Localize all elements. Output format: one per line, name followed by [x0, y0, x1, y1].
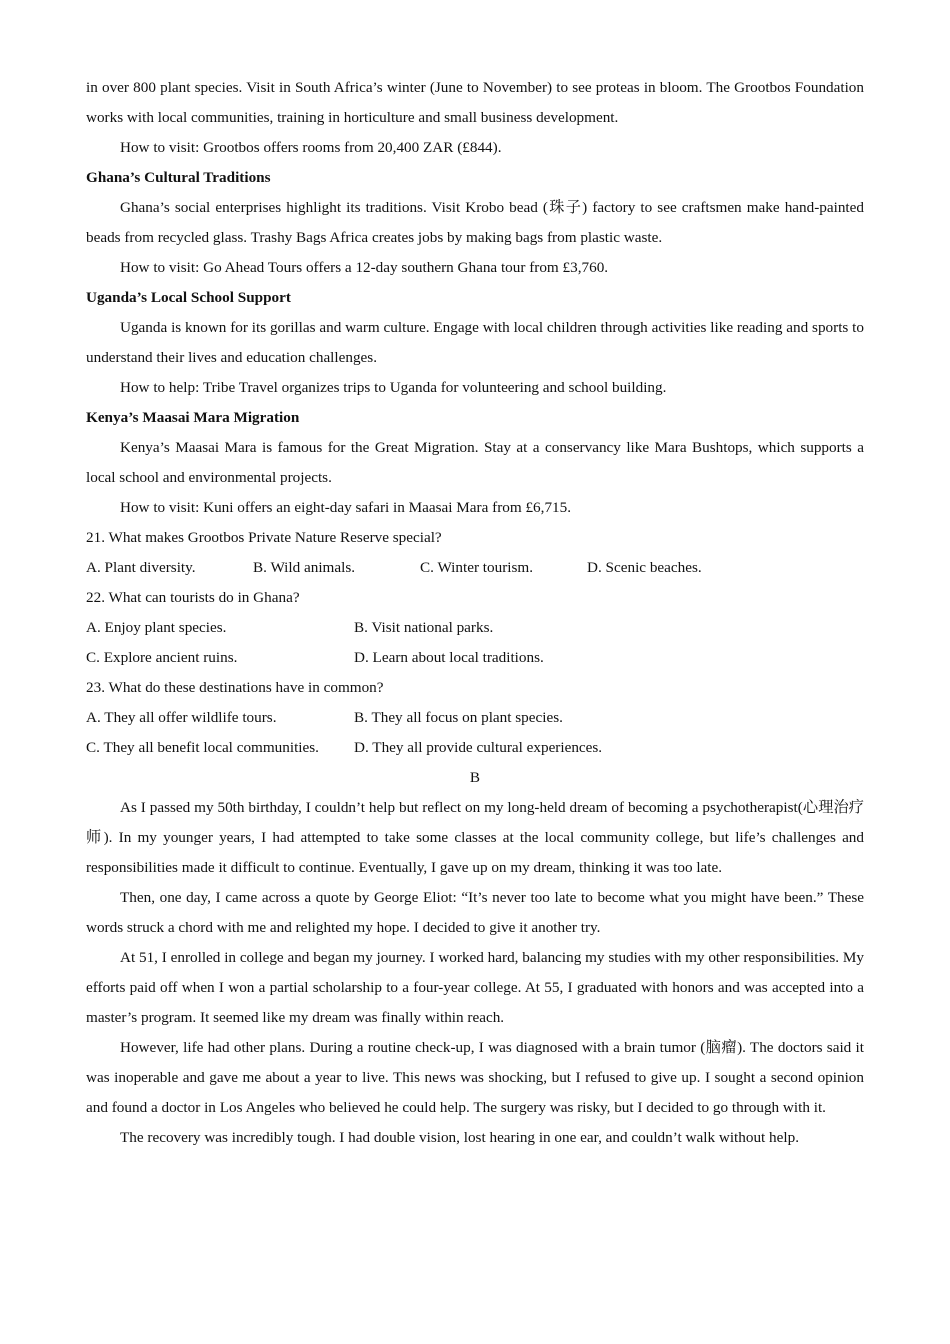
kenya-heading: Kenya’s Maasai Mara Migration — [86, 409, 300, 426]
question-21-options — [86, 553, 864, 583]
uganda-paragraph: Uganda is known for its gorillas and warm culture. Engage with local children through activities like reading and sports to understand their lives and education challenges. — [86, 319, 864, 366]
document-content — [86, 73, 864, 1153]
uganda-visit-info: How to help: Tribe Travel organizes trips to Uganda for volunteering and school building. — [120, 379, 667, 396]
grootbos-visit-info: How to visit: Grootbos offers rooms from 20,400 ZAR (£844). — [120, 139, 502, 156]
question-23-option-a[interactable]: A. They all offer wildlife tours. — [86, 709, 277, 726]
question-22-options — [86, 613, 864, 673]
question-21-stem: 21. What makes Grootbos Private Nature Reserve special? — [86, 529, 442, 546]
ghana-visit-info: How to visit: Go Ahead Tours offers a 12-day southern Ghana tour from £3,760. — [120, 259, 609, 276]
question-21-option-c[interactable]: C. Winter tourism. — [420, 559, 534, 576]
question-22-stem: 22. What can tourists do in Ghana? — [86, 589, 300, 606]
question-22-option-a[interactable]: A. Enjoy plant species. — [86, 619, 227, 636]
passage-b-label: B — [469, 769, 481, 786]
question-23-stem: 23. What do these destinations have in common? — [86, 679, 384, 696]
question-21-option-d[interactable]: D. Scenic beaches. — [587, 559, 702, 576]
question-22-option-b[interactable]: B. Visit national parks. — [354, 619, 494, 636]
passage-b-paragraph-2: Then, one day, I came across a quote by George Eliot: “It’s never too late to become what you might have been.” These words struck a chord with me and relighted my hope. I decided to give it another try. — [86, 889, 864, 936]
question-23-option-c[interactable]: C. They all benefit local communities. — [86, 739, 319, 756]
question-23-option-d[interactable]: D. They all provide cultural experiences. — [354, 739, 603, 756]
question-23-options — [86, 703, 864, 763]
question-22-option-d[interactable]: D. Learn about local traditions. — [354, 649, 544, 666]
passage-b-paragraph-5: The recovery was incredibly tough. I had double vision, lost hearing in one ear, and couldn’t walk without help. — [120, 1129, 800, 1146]
passage-b-paragraph-4: However, life had other plans. During a routine check-up, I was diagnosed with a brain tumor (脑瘤). The doctors said it was inoperable and gave me about a year to live. This news was shocking, but I refused to give up. I sought a second opinion and found a doctor in Los Angeles who believed he could help. The surgery was risky, but I decided to go through with it. — [86, 1039, 864, 1116]
question-21-option-b[interactable]: B. Wild animals. — [253, 559, 356, 576]
question-23-option-b[interactable]: B. They all focus on plant species. — [354, 709, 563, 726]
passage-b-paragraph-1: As I passed my 50th birthday, I couldn’t help but reflect on my long-held dream of becoming a psychotherapist(心理治疗师). In my younger years, I had attempted to take some classes at the local community college, but life’s challenges and responsibilities made it difficult to continue. Eventually, I gave up on my dream, thinking it was too late. — [86, 799, 864, 876]
uganda-heading: Uganda’s Local School Support — [86, 289, 291, 306]
passage-b-paragraph-3: At 51, I enrolled in college and began my journey. I worked hard, balancing my studies with my other responsibilities. My efforts paid off when I won a partial scholarship to a four-year college. At 55, I graduated with honors and was accepted into a master’s program. It seemed like my dream was finally within reach. — [86, 949, 864, 1026]
question-22-option-c[interactable]: C. Explore ancient ruins. — [86, 649, 238, 666]
grootbos-paragraph: in over 800 plant species. Visit in South Africa’s winter (June to November) to see proteas in bloom. The Grootbos Foundation works with local communities, training in horticulture and small business development. — [86, 79, 864, 126]
kenya-paragraph: Kenya’s Maasai Mara is famous for the Great Migration. Stay at a conservancy like Mara Bushtops, which supports a local school and environmental projects. — [86, 439, 864, 486]
kenya-visit-info: How to visit: Kuni offers an eight-day safari in Maasai Mara from £6,715. — [120, 499, 572, 516]
question-21-option-a[interactable]: A. Plant diversity. — [86, 559, 196, 576]
ghana-paragraph: Ghana’s social enterprises highlight its traditions. Visit Krobo bead (珠子) factory to see craftsmen make hand-painted beads from recycled glass. Trashy Bags Africa creates jobs by making bags from plastic waste. — [86, 199, 864, 246]
ghana-heading: Ghana’s Cultural Traditions — [86, 169, 271, 186]
